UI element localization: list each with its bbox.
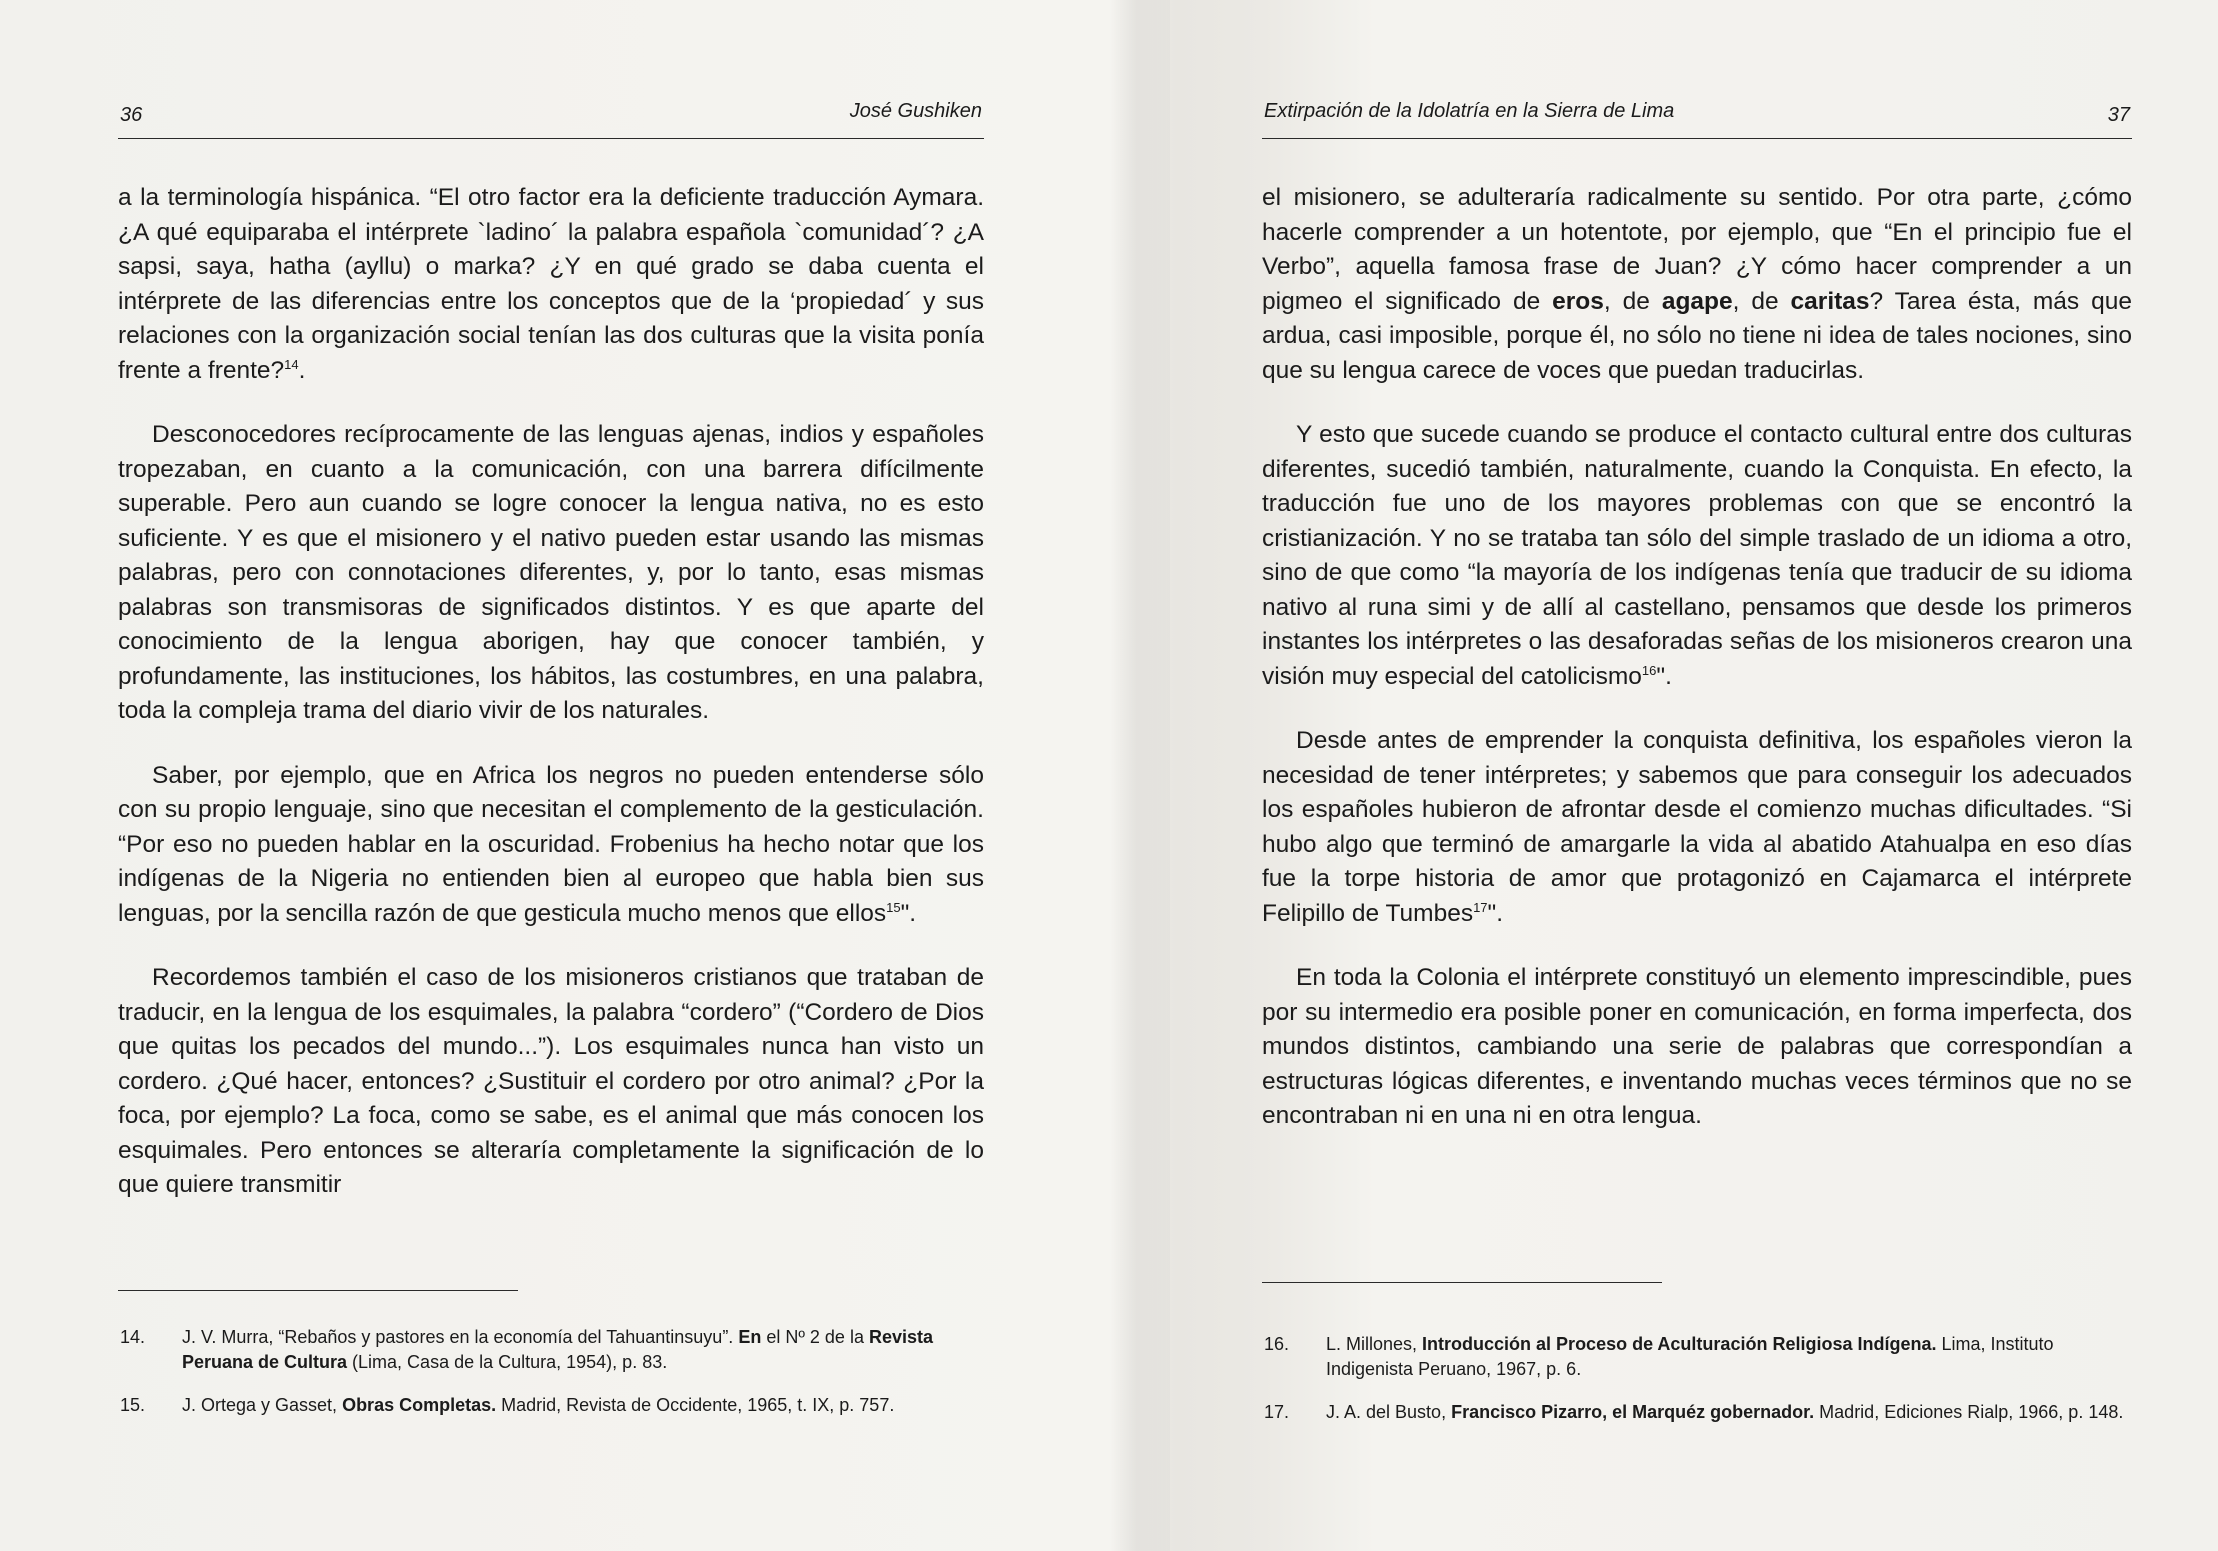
left-paragraph-3	[118, 759, 984, 932]
right-paragraph-3-text: Desde antes de emprender la conquista definitiva, los españoles vieron la necesidad de tener intérpretes; y sabemos que para conseguir los adecuados los españoles hubieron de afrontar desde el comienzo muchas dificultades. “Si hubo algo que terminó de amargarle la vida al abatido Atahualpa en eso días fue la torpe historia de amor que protagonizó en Cajamarca el intérprete Felipillo de Tumbes	[1262, 727, 2132, 927]
left-footnotes	[118, 1325, 984, 1436]
footnote-number: 14.	[120, 1327, 146, 1347]
footnote-text: J. Ortega y Gasset,	[182, 1395, 343, 1415]
left-paragraph-2: Desconocedores recíprocamente de las lenguas ajenas, indios y españoles tropezaban, en cuanto a la comunicación, con una barrera difícilmente superable. Pero aun cuando se logre conocer la lengua nativa, no es esto suficiente. Y es que el misionero y el nativo pueden estar usando las mismas palabras, pero con connotaciones diferentes, y, por lo tanto, esas mismas palabras son transmisoras de significados distintos. Y es que aparte del conocimiento de la lengua aborigen, hay que conocer también, y profundamente, las instituciones, los hábitos, las costumbres, en una palabra, toda la compleja trama del diario vivir de los naturales.	[118, 421, 984, 724]
footnote-book-title: Francisco Pizarro, el Marquéz gobernador.	[1451, 1402, 1815, 1422]
left-page-header	[118, 98, 984, 139]
separator-text: , de	[1603, 287, 1662, 315]
right-paragraph-1-text: el misionero, se adulteraría radicalmente su sentido. Por otra parte, ¿cómo hacerle comprender a un hotentote, por ejemplo, que “En el principio fue el Verbo”, aquella famosa frase de Juan? ¿Y cómo hacer comprender a un pigmeo el significado de	[1262, 184, 2132, 315]
left-paragraph-3-text: Saber, por ejemplo, que en Africa los negros no pueden entenderse sólo con su propio lenguaje, sino que necesitan el complemento de la gesticulación. “Por eso no pueden hablar en la oscuridad. Frobenius ha hecho notar que los indígenas de la Nigeria no entienden bien al europeo que habla bien sus lenguas, por la sencilla razón de que gesticula mucho menos que ellos	[118, 761, 984, 927]
right-page-body	[1262, 181, 2132, 1164]
right-paragraph-3-tail: ".	[1487, 899, 1504, 927]
left-footnote-rule	[118, 1290, 518, 1291]
footnote-ref-17: 17	[1473, 899, 1488, 915]
footnote-journal-title: Revista Peruana de Cultura	[182, 1327, 934, 1372]
footnote-ref-14: 14	[284, 356, 299, 372]
footnote-bold: En	[738, 1327, 762, 1347]
footnote-text: J. A. del Busto,	[1326, 1402, 1452, 1422]
footnote-ref-15: 15	[886, 899, 901, 915]
left-paragraph-1-tail: .	[298, 356, 306, 384]
left-page-number: 36	[120, 104, 143, 126]
footnote-15	[118, 1393, 984, 1418]
left-paragraph-3-tail: ".	[900, 899, 917, 927]
term-caritas: caritas	[1790, 287, 1870, 315]
left-page-body	[118, 181, 984, 1233]
left-paragraph-1	[118, 181, 984, 388]
footnote-number: 16.	[1264, 1334, 1290, 1354]
right-paragraph-1-tail: ? Tarea ésta, más que ardua, casi imposible, porque él, no sólo no tiene ni idea de tales nociones, sino que su lengua carece de voces que puedan traducirlas.	[1262, 287, 2132, 384]
footnote-number: 15.	[120, 1395, 146, 1415]
footnote-16	[1262, 1332, 2132, 1382]
footnote-text: el Nº 2 de la	[761, 1327, 869, 1347]
right-page-number: 37	[2107, 104, 2130, 126]
footnote-14	[118, 1325, 984, 1375]
footnote-text: Madrid, Revista de Occidente, 1965, t. IX, p. 757.	[496, 1395, 895, 1415]
footnote-ref-16: 16	[1641, 662, 1657, 678]
right-paragraph-2	[1262, 418, 2132, 694]
footnote-text: Lima, Instituto Indigenista Peruano, 1967, p. 6.	[1326, 1334, 2054, 1379]
term-agape: agape	[1661, 287, 1733, 315]
footnote-17	[1262, 1400, 2132, 1425]
footnote-number: 17.	[1264, 1402, 1290, 1422]
footnote-book-title: Introducción al Proceso de Aculturación Religiosa Indígena.	[1422, 1334, 1937, 1354]
left-running-head: José Gushiken	[849, 100, 982, 122]
right-paragraph-1	[1262, 181, 2132, 388]
footnote-text: (Lima, Casa de la Cultura, 1954), p. 83.	[347, 1352, 668, 1372]
right-footnotes	[1262, 1332, 2132, 1443]
right-running-head: Extirpación de la Idolatría en la Sierra de Lima	[1264, 100, 1675, 122]
left-paragraph-1-text: a la terminología hispánica. “El otro factor era la deficiente traducción Aymara. ¿A qué equiparaba el intérprete `ladino´ la palabra española `comunidad´? ¿A sapsi, saya, hatha (ayllu) o marka? ¿Y en qué grado se daba cuenta el intérprete de las diferencias entre los conceptos que de la ‘propiedad´ y sus relaciones con la organización social tenían las dos culturas que la visita ponía frente a frente?	[118, 184, 984, 384]
left-page	[118, 0, 984, 1551]
footnote-text: Madrid, Ediciones Rialp, 1966, p. 148.	[1814, 1402, 2124, 1422]
footnote-book-title: Obras Completas.	[342, 1395, 497, 1415]
left-paragraph-4: Recordemos también el caso de los misioneros cristianos que trataban de traducir, en la lengua de los esquimales, la palabra “cordero” (“Cordero de Dios que quitas los pecados del mundo...”). Los esquimales nunca han visto un cordero. ¿Qué hacer, entonces? ¿Sustituir el cordero por otro animal? ¿Por la foca, por ejemplo? La foca, como se sabe, es el animal que más conocen los esquimales. Pero entonces se alteraría completamente la significación de lo que quiere transmitir	[118, 964, 984, 1198]
right-footnote-rule	[1262, 1282, 1662, 1283]
right-paragraph-2-text: Y esto que sucede cuando se produce el contacto cultural entre dos culturas diferentes, sucedió también, naturalmente, cuando la Conquista. En efecto, la traducción fue uno de los mayores problemas con que se encontró la cristianización. Y no se trataba tan sólo del simple traslado de un idioma a otro, sino de que como “la mayoría de los indígenas tenía que traducir de su idioma nativo al runa simi y de allí al castellano, pensamos que desde los primeros instantes los intérpretes o las desaforadas señas de los misioneros crearon una visión muy especial del catolicismo	[1262, 421, 2132, 690]
footnote-text: L. Millones,	[1326, 1334, 1423, 1354]
right-paragraph-2-tail: ".	[1656, 662, 1672, 690]
right-page-header	[1262, 98, 2132, 139]
footnote-text: J. V. Murra, “Rebaños y pastores en la economía del Tahuantinsuyu”.	[182, 1327, 739, 1347]
right-paragraph-4: En toda la Colonia el intérprete constituyó un elemento imprescindible, pues por su intermedio era posible poner en comunicación, en forma imperfecta, dos mundos distintos, cambiando una serie de palabras que correspondían a estructuras lógicas diferentes, e inventando muchas veces términos que no se encontraban ni en una ni en otra lengua.	[1262, 964, 2132, 1129]
right-page	[1262, 0, 2132, 1551]
term-eros: eros	[1552, 287, 1604, 315]
book-gutter	[1110, 0, 1170, 1551]
right-paragraph-3	[1262, 724, 2132, 931]
separator-text: , de	[1732, 287, 1791, 315]
